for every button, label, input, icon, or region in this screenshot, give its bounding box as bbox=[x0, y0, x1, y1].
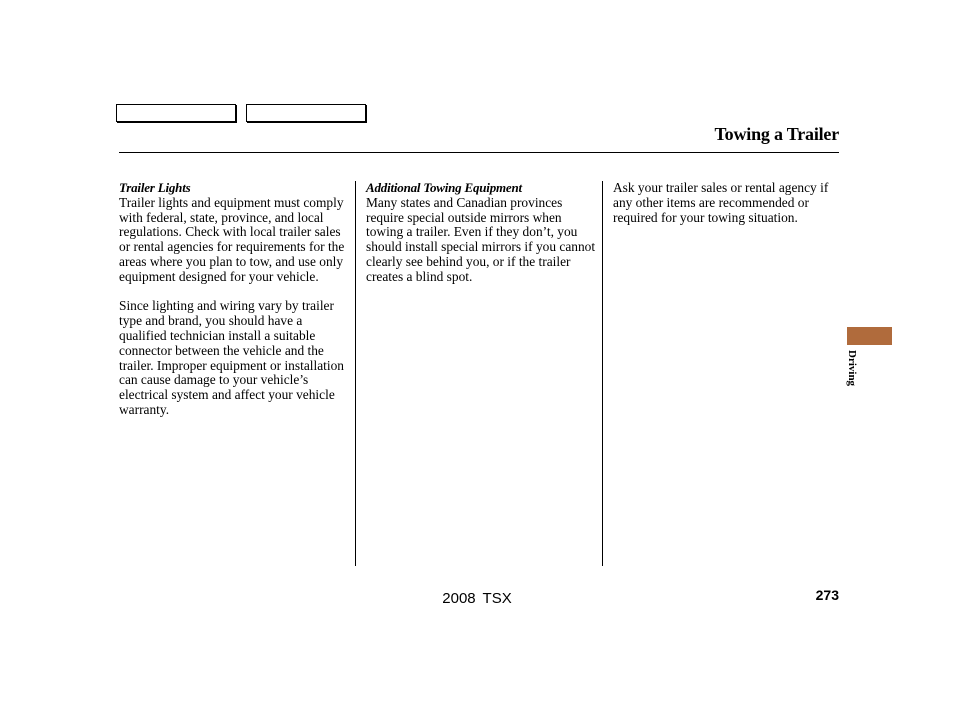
section-label: Driving bbox=[846, 350, 858, 387]
title-divider bbox=[119, 152, 839, 153]
section-tab[interactable] bbox=[847, 327, 892, 345]
nav-button-next[interactable] bbox=[246, 104, 366, 122]
section-heading: Additional Towing Equipment bbox=[366, 180, 522, 195]
paragraph: Trailer lights and equipment must comply with federal, state, province, and local regulations. Check with local trailer sales or rental agencies for requirements for the areas where you plan to tow, and use only equipment designed for your vehicle. bbox=[119, 194, 345, 284]
page-number: 273 bbox=[815, 587, 839, 603]
column-other-items bbox=[613, 181, 843, 240]
page-title: Towing a Trailer bbox=[714, 124, 839, 144]
section-heading: Trailer Lights bbox=[119, 180, 191, 195]
nav-button-previous[interactable] bbox=[116, 104, 236, 122]
column-divider bbox=[602, 181, 603, 566]
paragraph: Since lighting and wiring vary by trailer type and brand, you should have a qualified technician install a suitable connector between the vehicle and the trailer. Improper equipment or installation can cause damage to your vehicle’s electrical system and affect your vehicle warranty. bbox=[119, 298, 344, 417]
column-additional-equipment bbox=[366, 181, 596, 299]
column-divider bbox=[355, 181, 356, 566]
paragraph: Many states and Canadian provinces require special outside mirrors when towing a trailer. Even if they don’t, you should install special mirrors if you cannot clearly see behind you, or if the trailer creates a blind spot. bbox=[366, 194, 596, 284]
column-trailer-lights bbox=[119, 181, 349, 433]
paragraph: Ask your trailer sales or rental agency if any other items are recommended or required for your towing situation. bbox=[613, 180, 829, 225]
footer-model: 2008 TSX bbox=[442, 590, 512, 607]
